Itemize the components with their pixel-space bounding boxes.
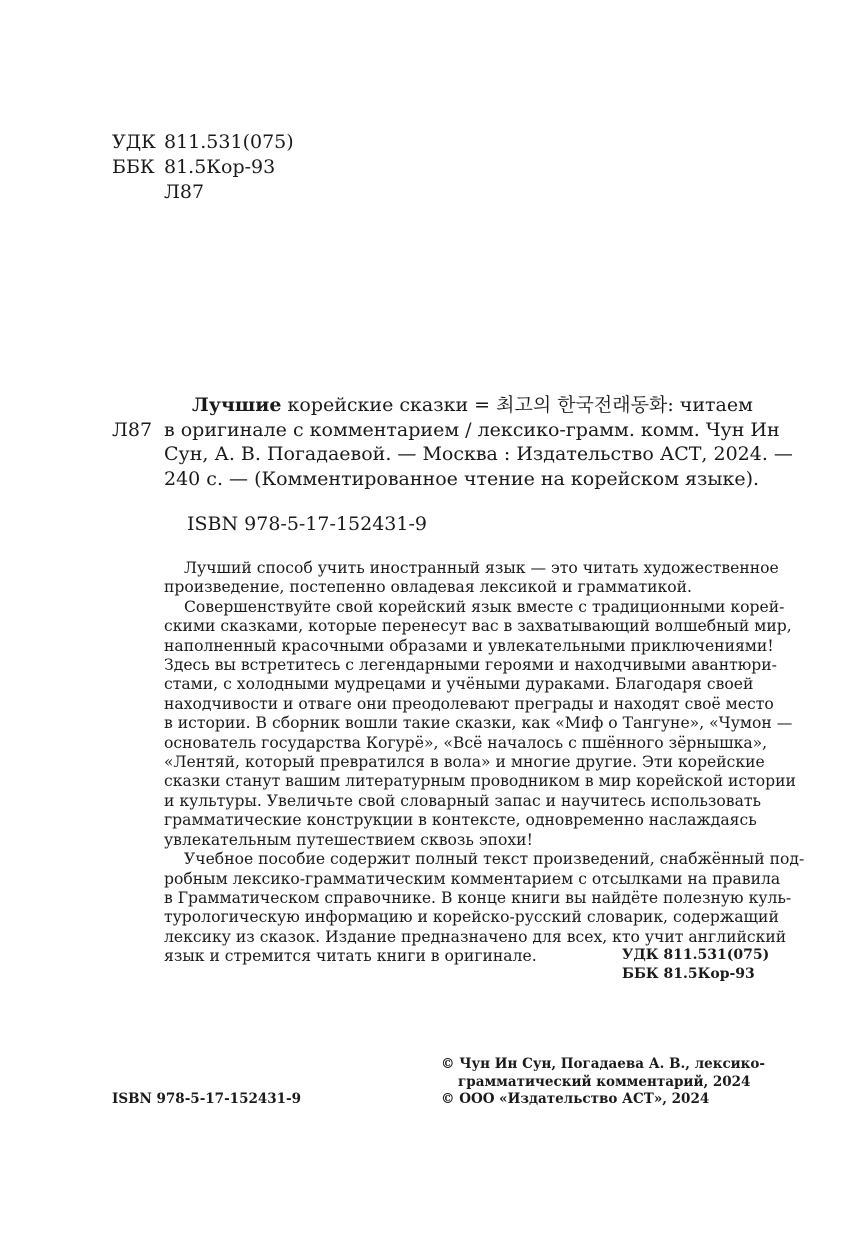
udk-small: УДК 811.531(075) — [622, 947, 770, 963]
annotation-line: наполненный красочными образами и увлекательными приключениями! — [164, 636, 774, 655]
annotation-paragraph — [164, 559, 779, 598]
isbn-main: ISBN 978-5-17-152431-9 — [187, 513, 427, 535]
annotation-line: увлекательным путешествием сквозь эпохи! — [164, 830, 533, 849]
annotation-line: стами, с холодными мудрецами и учёными дураками. Благодаря своей — [164, 675, 754, 694]
bbk-label: ББК — [112, 156, 155, 178]
biblio-line-1 — [112, 393, 760, 418]
copyright-publisher: © ООО «Издательство АСТ», 2024 — [441, 1091, 710, 1107]
udk-value: 811.531(075) — [164, 131, 294, 153]
annotation-line: и культуры. Увеличьте свой словарный запас и научитесь использовать — [164, 791, 761, 810]
classification-block — [112, 130, 294, 205]
biblio-line-2-text: в оригинале с комментарием / лексико-грамм. комм. Чун Ин — [164, 418, 780, 441]
copyright-authors: © Чун Ин Сун, Погадаева А. В., лексико- — [441, 1056, 766, 1072]
annotation-line: основатель государства Когурё», «Всё началось с пшённого зёрнышка», — [164, 733, 768, 752]
annotation-line: находчивости и отваге они преодолевают преграды и находят своё место — [164, 694, 774, 713]
udk-label: УДК — [112, 131, 156, 153]
biblio-line-1-rest: корейские сказки = 최고의 한국전래동화: читаем — [281, 394, 753, 416]
annotation-line: турологическую информацию и корейско-русский словарик, содержащий — [164, 908, 779, 927]
annotation-line: произведение, постепенно овладевая лексикой и грамматикой. — [164, 578, 692, 597]
annotation-line: в истории. В сборник вошли такие сказки, как «Миф о Тангуне», «Чумон — — [164, 714, 793, 733]
copyright-authors-cont: грамматический комментарий, 2024 — [458, 1073, 751, 1090]
annotation — [164, 559, 805, 967]
annotation-line: язык и стремится читать книги в оригинале. — [164, 947, 537, 966]
author-mark: Л87 — [164, 181, 205, 203]
annotation-paragraph — [164, 597, 796, 850]
bibliographic-record — [112, 393, 793, 491]
annotation-line: «Лентяй, который превратился в вола» и многие другие. Эти корейские — [164, 753, 765, 772]
bbk-value: 81.5Кор-93 — [164, 156, 276, 178]
annotation-line: сказки станут вашим литературным проводником в мир корейской истории — [164, 772, 796, 791]
annotation-line: скими сказками, которые перенесут вас в захватывающий волшебный мир, — [164, 617, 792, 636]
annotation-line: Лучший способ учить иностранный язык — это читать художественное — [184, 559, 779, 577]
annotation-line: Здесь вы встретитесь с легендарными героями и находчивыми авантюри- — [164, 656, 777, 675]
annotation-line: робным лексико-грамматическим комментарием с отсылками на правила — [164, 869, 781, 888]
classification-small — [622, 946, 769, 984]
biblio-author-mark: Л87 — [112, 418, 153, 441]
isbn-bottom: ISBN 978-5-17-152431-9 — [112, 1091, 302, 1107]
annotation-line: Совершенствуйте свой корейский язык вместе с традиционными корей- — [184, 597, 785, 616]
udk-row — [112, 130, 294, 155]
biblio-line-2 — [112, 418, 780, 443]
biblio-line-3: Сун, А. В. Погадаевой. — Москва : Издательство АСТ, 2024. — — [164, 443, 793, 465]
annotation-line: Учебное пособие содержит полный текст произведений, снабжённый под- — [184, 850, 805, 869]
biblio-line-4: 240 с. — (Комментированное чтение на корейском языке). — [164, 467, 760, 490]
annotation-line: в Грамматическом справочнике. В конце книги вы найдёте полезную куль- — [164, 888, 792, 907]
copyright-block — [441, 1056, 765, 1109]
bbk-small: ББК 81.5Кор-93 — [622, 966, 755, 982]
annotation-line: лексику из сказок. Издание предназначено для всех, кто учит английский — [164, 927, 787, 946]
author-mark-row — [112, 180, 294, 205]
annotation-line: грамматические конструкции в контексте, одновременно наслаждаясь — [164, 811, 757, 830]
bbk-row — [112, 155, 294, 180]
book-title: Лучшие — [192, 394, 282, 416]
